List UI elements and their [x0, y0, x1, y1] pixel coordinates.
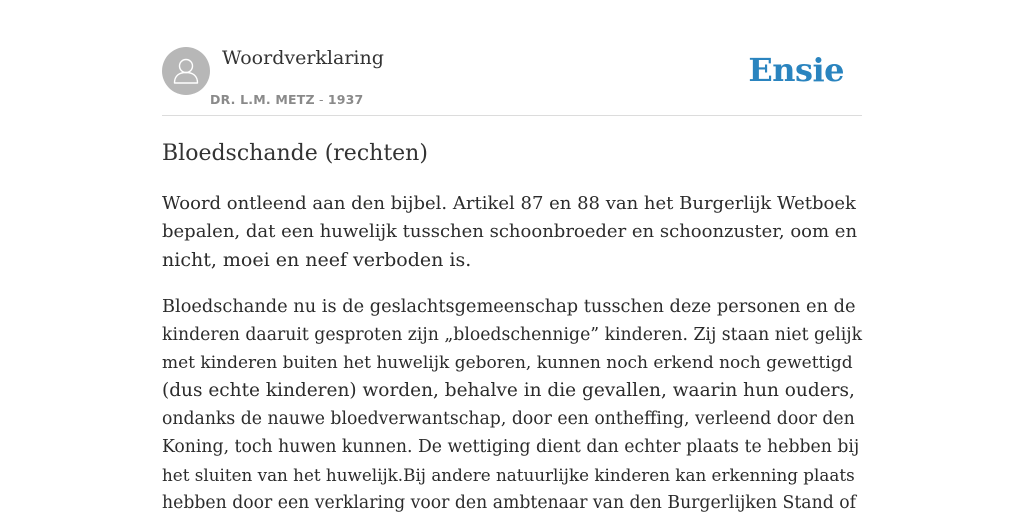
paragraph-line: Woord ontleend aan den bijbel. Artikel 87 en 88 van het Burgerlijk Wetboek	[162, 193, 856, 214]
paragraph-line: ondanks de nauwe bloedverwantschap, door een ontheffing, verleend door den	[162, 409, 855, 429]
article-header	[162, 46, 862, 116]
paragraph-line: Koning, toch huwen kunnen. De wettiging dient dan echter plaats te hebben bij	[162, 437, 860, 457]
meta-separator: -	[314, 92, 328, 107]
paragraph-line: Bloedschande nu is de geslachtsgemeenschap tusschen deze personen en de	[162, 297, 856, 317]
avatar[interactable]	[162, 47, 210, 95]
header-divider	[162, 115, 862, 116]
paragraph-line: met kinderen buiten het huwelijk geboren, kunnen noch erkend noch gewettigd	[162, 353, 853, 373]
publication-year: 1937	[327, 92, 364, 107]
paragraph-2	[162, 293, 862, 512]
category-link[interactable]: Woordverklaring	[222, 47, 384, 69]
source-meta	[210, 92, 363, 108]
paragraph-line: hebben door een verklaring voor den ambtenaar van den Burgerlijken Stand of	[162, 493, 857, 512]
paragraph-line: bepalen, dat een huwelijk tusschen schoonbroeder en schoonzuster, oom en	[162, 221, 858, 242]
article-body	[162, 138, 862, 512]
paragraph-line: kinderen daaruit gesproten zijn „bloedschennige” kinderen. Zij staan niet gelijk	[162, 325, 863, 345]
ensie-logo[interactable]: Ensie	[748, 51, 844, 89]
user-icon	[162, 47, 210, 95]
paragraph-line: het sluiten van het huwelijk.Bij andere natuurlijke kinderen kan erkenning plaats	[162, 465, 855, 485]
paragraph-line: (dus echte kinderen) worden, behalve in die gevallen, waarin hun ouders,	[162, 380, 855, 401]
page-title: Bloedschande (rechten)	[162, 141, 428, 166]
paragraph-line: nicht, moei en neef verboden is.	[162, 249, 472, 271]
paragraph-1	[162, 190, 862, 274]
author-name[interactable]: DR. L.M. METZ	[210, 92, 315, 107]
